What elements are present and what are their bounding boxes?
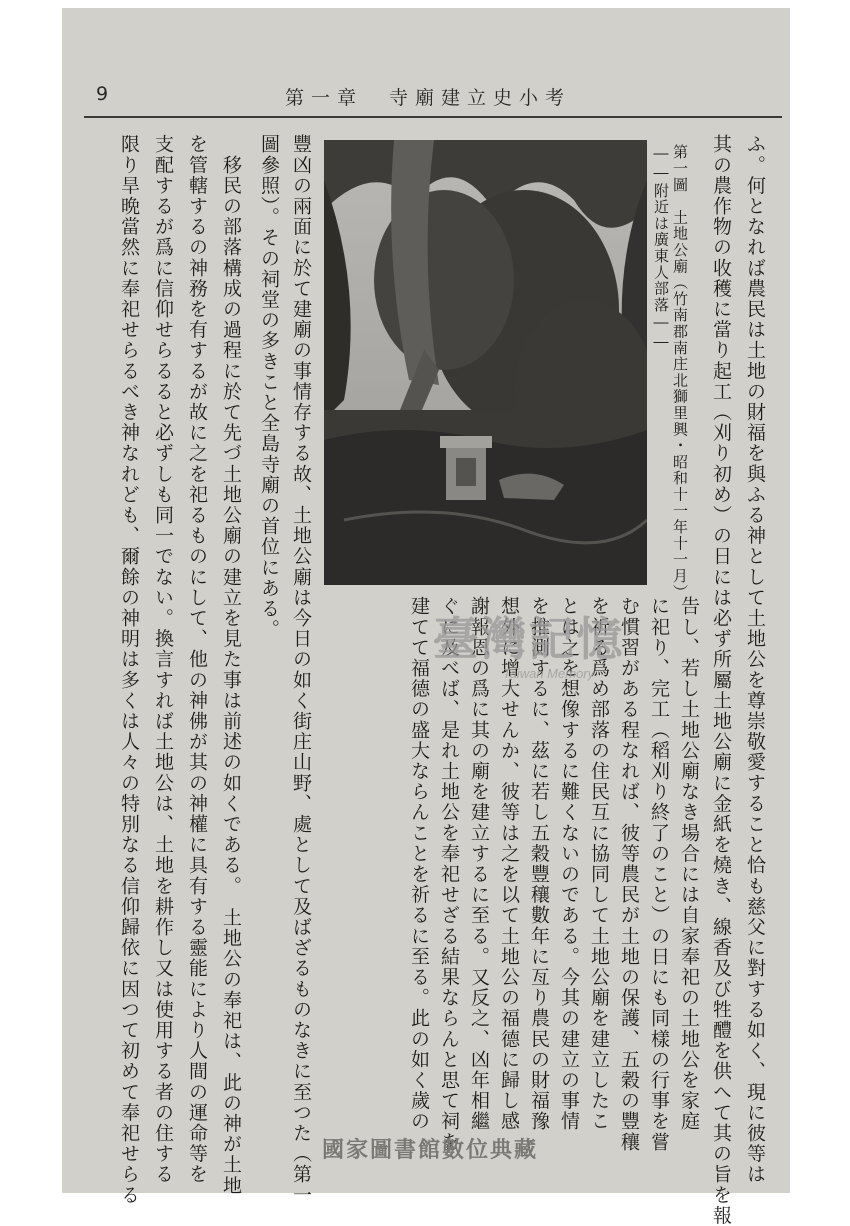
photo-caption-line: ――附近は廣東人部落――: [652, 144, 670, 352]
photo-caption-line: 第一圖 土地公廟（竹南郡南庄北獅里興・昭和十一年十一月）: [671, 144, 689, 601]
text-column: を管轄するの神務を有するが故に之を祀るものにして、他の神佛が其の神權に具有する靈能により人間の運命等を: [186, 134, 208, 1185]
text-column: 圖參照）。その祠堂の多きこと全島寺廟の首位にある。: [258, 134, 280, 640]
text-column: 想外に增大せんか、彼等は之を以て土地公の福德に歸し感: [498, 596, 520, 1132]
text-column: 告し、若し土地公廟なき場合には自家奉祀の土地公を家庭: [678, 596, 700, 1132]
running-head: 第一章 寺廟建立史小考: [285, 87, 572, 109]
text-column: ふ。何となれば農民は土地の財福を與ふる神として土地公を尊崇敬愛すること恰も慈父に對する如く、現に彼等は: [744, 134, 766, 1185]
text-column: む慣習がある程なれば、彼等農民が土地の保護、五穀の豐穰: [618, 596, 640, 1153]
text-column: に祀り、完工（稻刈り終了のこと）の日にも同樣の行事を嘗: [648, 596, 670, 1153]
text-column: 謝報恩の爲に其の廟を建立するに至る。又反之、凶年相繼: [468, 596, 490, 1132]
text-column: とは之を想像するに難くないのである。今其の建立の事情: [558, 596, 580, 1132]
text-column: 建てて福德の盛大ならんことを祈るに至る。此の如く歲の: [408, 596, 430, 1132]
text-column: 其の農作物の收穫に當り起工（刈り初め）の日には必ず所屬土地公廟に金紙を燒き、線香及び牲醴を供へて其の旨を報: [710, 134, 732, 1226]
text-column: 限り旱晩當然に奉祀せらるべき神なれども、爾餘の神明は多くは人々の特別なる信仰歸依に因つて初めて奉祀せらる: [118, 134, 140, 1206]
text-column: 移民の部落構成の過程に於て先づ土地公廟の建立を見た事は前述の如くである。 土地公の奉祀は、此の神が土地: [220, 134, 242, 1196]
header-rule: [84, 116, 782, 118]
page-number: 9: [96, 83, 109, 105]
text-column: を推測するに、茲に若し五穀豐穰數年に亙り農民の財福豫: [528, 596, 550, 1132]
text-column: ぐに及べば、是れ土地公を奉祀せざる結果ならんと思て祠を: [438, 596, 460, 1153]
tudigong-shrine-photo: [324, 140, 647, 585]
shrine-photo: [324, 140, 647, 585]
taiwan-memory-watermark: [416, 612, 641, 692]
text-column: 豐凶の兩面に於て建廟の事情存する故、土地公廟は今日の如く街庄山野、處として及ばざるものなきに至つた（第一: [290, 134, 312, 1206]
watermark-subtitle: Taiwan Memory: [502, 666, 595, 681]
text-column: 支配するが爲に信仰せらるると必ずしも同一でない。換言すれば土地公は、土地を耕作し又は使用する者の住する: [152, 134, 174, 1185]
text-column: を祈る爲め部落の住民互に協同して土地公廟を建立したこ: [588, 596, 610, 1132]
watermark-title: 臺灣記憶: [432, 612, 625, 666]
library-mark: 國家圖書館數位典藏: [322, 1137, 539, 1163]
